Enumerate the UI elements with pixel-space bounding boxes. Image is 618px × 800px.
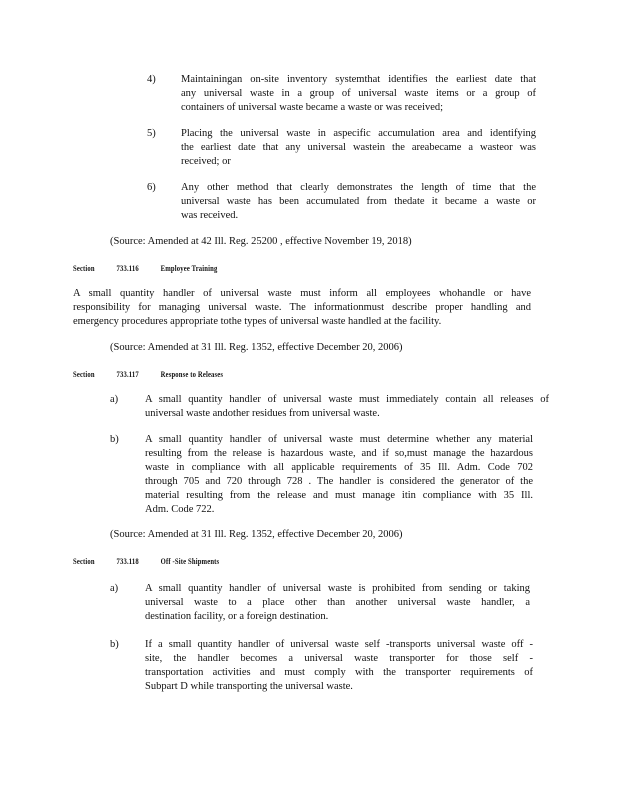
text-line: resulting from the release is hazardous waste, and if so,must manage the hazardous	[145, 448, 533, 459]
section-label: Section	[73, 369, 95, 379]
text-line: was received.	[181, 210, 239, 221]
text-line: waste in compliance with all applicable requirements of 35 Ill. Adm. Code 702	[145, 462, 533, 473]
list-item-text	[145, 638, 533, 694]
list-number: b)	[110, 639, 119, 650]
list-item-text	[181, 181, 536, 223]
section-heading	[73, 263, 231, 273]
text-line: transportation activities and must comply with the transporter requirements of	[145, 667, 533, 678]
source-note: (Source: Amended at 31 Ill. Reg. 1352, effective December 20, 2006)	[110, 342, 403, 353]
source-note: (Source: Amended at 42 Ill. Reg. 25200 , effective November 19, 2018)	[110, 236, 412, 247]
text-line: destination facility, or a foreign destination.	[145, 611, 329, 622]
section-label: Section	[73, 556, 95, 566]
section-number: 733.117	[116, 369, 139, 379]
text-line: A small quantity handler of universal waste must determine whether any material	[145, 434, 533, 445]
text-line: Maintainingan on-site inventory systemthat identifies the earliest date that	[181, 74, 536, 85]
text-line: Adm. Code 722.	[145, 504, 215, 515]
list-item-text	[181, 73, 536, 115]
list-item-text	[145, 433, 533, 517]
list-number: a)	[110, 583, 119, 594]
list-number: a)	[110, 394, 119, 405]
list-number: 6)	[147, 182, 156, 193]
training-paragraph	[73, 287, 531, 329]
list-number: b)	[110, 434, 119, 445]
list-item-text	[181, 127, 536, 169]
text-line: universal waste andother residues from universal waste.	[145, 408, 380, 419]
text-line: containers of universal waste became a waste or was received;	[181, 102, 444, 113]
section-title: Employee Training	[160, 263, 218, 273]
list-number: 5)	[147, 128, 156, 139]
text-line: Placing the universal waste in aspecific accumulation area and identifying	[181, 128, 536, 139]
source-note: (Source: Amended at 31 Ill. Reg. 1352, effective December 20, 2006)	[110, 529, 403, 540]
text-line: any universal waste in a group of universal waste items or a group of	[181, 88, 536, 99]
list-item-text	[145, 393, 549, 421]
section-number: 733.116	[116, 263, 139, 273]
text-line: through 705 and 720 through 728 . The handler is considered the generator of the	[145, 476, 533, 487]
text-line: received; or	[181, 156, 231, 167]
section-label: Section	[73, 263, 95, 273]
section-heading	[73, 369, 237, 379]
text-line: A small quantity handler of universal waste is prohibited from sending or taking	[145, 583, 530, 594]
section-heading	[73, 556, 233, 566]
section-title: Response to Releases	[160, 369, 224, 379]
section-number: 733.118	[116, 556, 139, 566]
text-line: site, the handler becomes a universal waste transporter for those self -	[145, 653, 533, 664]
text-line: A small quantity handler of universal waste must immediately contain all releases of	[145, 394, 549, 405]
text-line: responsibility for managing universal waste. The informationmust describe proper handling and	[73, 302, 531, 313]
text-line: If a small quantity handler of universal waste self -transports universal waste off -	[145, 639, 533, 650]
text-line: A small quantity handler of universal waste must inform all employees whohandle or have	[73, 288, 531, 299]
text-line: material resulting from the release and must manage itin compliance with 35 Ill.	[145, 490, 533, 501]
text-line: Subpart D while transporting the universal waste.	[145, 681, 353, 692]
text-line: universal waste to a place other than another universal waste handler, a	[145, 597, 530, 608]
text-line: emergency procedures appropriate tothe types of universal waste handled at the facility.	[73, 316, 442, 327]
text-line: Any other method that clearly demonstrates the length of time that the	[181, 182, 536, 193]
text-line: the earliest date that any universal wastein the areabecame a wasteor was	[181, 142, 536, 153]
section-title: Off -Site Shipments	[160, 556, 220, 566]
list-item-text	[145, 582, 530, 624]
list-number: 4)	[147, 74, 156, 85]
text-line: universal waste has been accumulated from thedate it became a waste or	[181, 196, 536, 207]
